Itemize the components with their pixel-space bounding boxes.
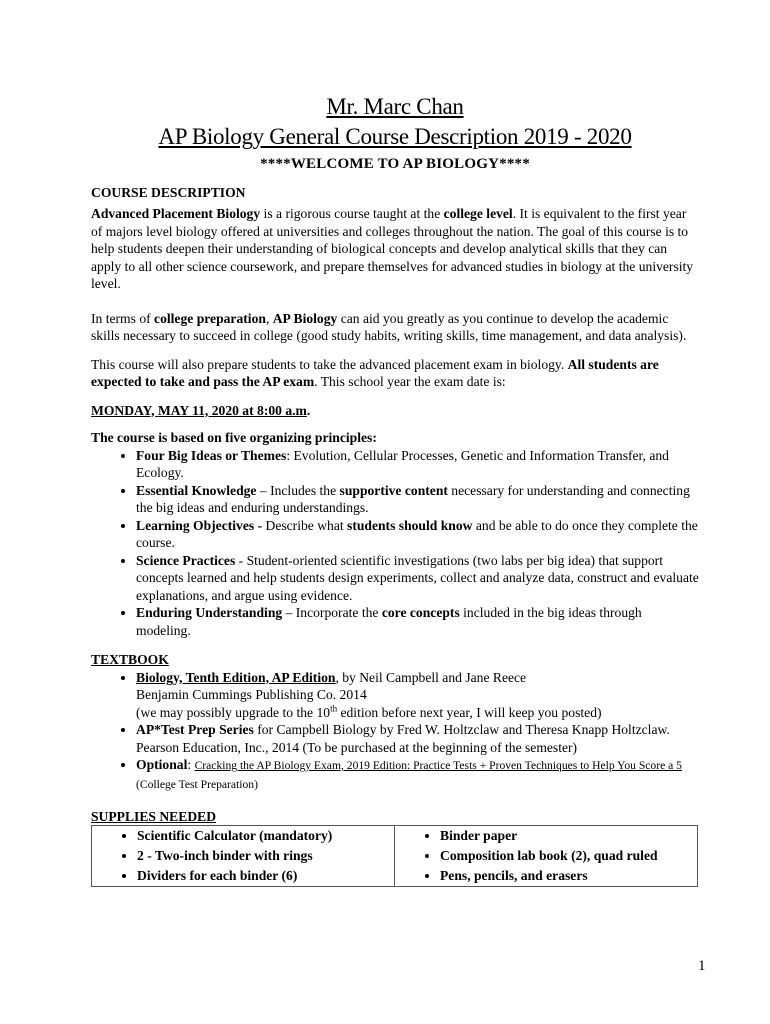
- optional-book-title: Cracking the AP Biology Exam, 2019 Edition: Practice Tests + Proven Techniques to Help You Score a 5: [194, 759, 682, 772]
- text: – Includes the: [256, 482, 340, 498]
- list-item: [136, 669, 699, 722]
- list-item: [136, 447, 699, 482]
- list-item: [136, 604, 699, 639]
- text: . This school year the exam date is:: [314, 374, 506, 389]
- bold-text: Advanced Placement Biology: [91, 206, 261, 221]
- text: is a rigorous course taught at the: [260, 206, 444, 221]
- exam-date-text: MONDAY, MAY 11, 2020 at 8:00 a.m: [91, 402, 307, 418]
- text: : Evolution, Cellular Processes, Genetic and Information Transfer, and Ecology.: [136, 447, 669, 480]
- text: ,: [265, 310, 273, 326]
- text: (College Test Preparation): [136, 777, 258, 791]
- bold-text: Four Big Ideas or Themes: [136, 447, 287, 463]
- table-row: [92, 826, 698, 887]
- course-description-paragraph-3: [91, 356, 699, 391]
- bold-text: Enduring Understanding: [136, 605, 283, 620]
- text: (we may possibly upgrade to the 10: [136, 704, 331, 720]
- teacher-name: Mr. Marc Chan: [326, 94, 464, 119]
- text: for Campbell Biology by Fred W. Holtzclaw and Theresa Knapp Holtzclaw. Pearson Education, Inc., 2014 (To be purchased at the beginning of the semester): [136, 722, 670, 755]
- list-item: [136, 721, 699, 756]
- bold-text: college level: [443, 206, 513, 221]
- document-page: [91, 92, 699, 887]
- list-item: • Dividers for each binder (6): [137, 866, 394, 886]
- list-item: • Composition lab book (2), quad ruled: [440, 846, 697, 866]
- text: - Student-oriented scientific investigations (two labs per big idea) that support concepts learned and help students design experiments, collect and analyze data, construct and evaluate explanations, and argue using evidence.: [136, 552, 699, 603]
- bold-text: Essential Knowledge: [136, 482, 257, 498]
- course-description-paragraph-1: [91, 205, 699, 293]
- text: In terms of: [91, 310, 155, 326]
- text: This course will also prepare students to take the advanced placement exam in biology.: [91, 356, 568, 372]
- text: edition before next year, I will keep you posted): [337, 704, 602, 720]
- list-item: [136, 552, 699, 605]
- bold-text: college preparation: [154, 310, 266, 326]
- textbook-title: Biology, Tenth Edition, AP Edition: [136, 669, 336, 685]
- text: – Incorporate the: [282, 605, 382, 620]
- bold-text: students should know: [347, 517, 473, 533]
- principles-heading: The course is based on five organizing principles:: [91, 430, 377, 445]
- text: included in the big ideas through modeling.: [136, 605, 642, 638]
- supplies-left-cell: [92, 826, 395, 887]
- list-item: • Scientific Calculator (mandatory): [137, 826, 394, 846]
- bold-text: Science Practices: [136, 552, 236, 568]
- supplies-heading: SUPPLIES NEEDED: [91, 809, 217, 824]
- text: , by Neil Campbell and Jane Reece: [335, 669, 527, 685]
- text: and be able to do once they complete the course.: [136, 517, 698, 550]
- text: Describe what: [265, 517, 348, 533]
- text: can aid you greatly as you continue to develop the academic skills necessary to succeed in college (good study habits, writing skills, time management, and data analysis).: [91, 310, 687, 343]
- principles-list: [91, 447, 699, 640]
- list-item: • Binder paper: [440, 826, 697, 846]
- supplies-left-list: [92, 826, 394, 886]
- text: Benjamin Cummings Publishing Co. 2014: [136, 687, 367, 702]
- list-item: [136, 482, 699, 517]
- supplies-right-list: [395, 826, 697, 886]
- course-title: AP Biology General Course Description 2019 - 2020: [158, 124, 632, 149]
- superscript: th: [330, 702, 338, 713]
- page-number: 1: [698, 958, 706, 974]
- bold-text: Optional: [136, 757, 188, 772]
- list-item: [136, 517, 699, 552]
- list-item: • Pens, pencils, and erasers: [440, 866, 697, 886]
- text: :: [187, 757, 195, 772]
- bold-text: All students are expected to take and pass the AP exam: [91, 356, 659, 389]
- textbook-heading: TEXTBOOK: [91, 652, 169, 667]
- supplies-right-cell: [395, 826, 698, 887]
- bold-text: AP Biology: [272, 310, 338, 326]
- list-item: • 2 - Two-inch binder with rings: [137, 846, 394, 866]
- welcome-banner: ****WELCOME TO AP BIOLOGY****: [260, 156, 530, 172]
- bold-text: core concepts: [381, 605, 460, 620]
- exam-date: [91, 402, 699, 420]
- bold-text: AP*Test Prep Series: [136, 722, 254, 737]
- list-item: [136, 756, 699, 793]
- text: . It is equivalent to the first year of majors level biology offered at universities and colleges throughout the nation. The goal of this course is to help students deepen their understanding of biological concepts and develop analytical skills that they can apply to all other science coursework, and prepare themselves for advanced studies in biology at the university level.: [91, 206, 694, 291]
- text: necessary for understanding and connecting the big ideas and enduring understandings.: [136, 482, 690, 515]
- textbook-list: [91, 669, 699, 794]
- supplies-table: [91, 825, 698, 887]
- course-description-heading: COURSE DESCRIPTION: [91, 184, 246, 200]
- course-description-paragraph-2: [91, 310, 699, 345]
- bold-text: supportive content: [339, 482, 448, 498]
- exam-date-period: .: [306, 402, 311, 418]
- bold-text: Learning Objectives -: [136, 517, 266, 533]
